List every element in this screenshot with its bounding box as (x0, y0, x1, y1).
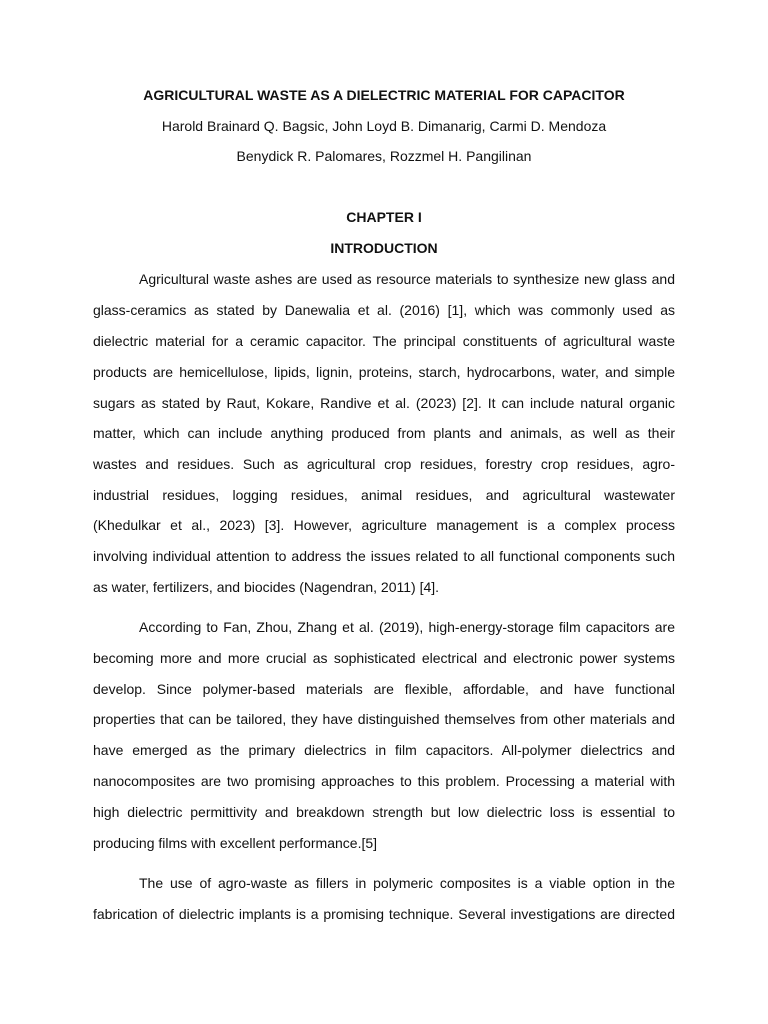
document-title: AGRICULTURAL WASTE AS A DIELECTRIC MATERIAL FOR CAPACITOR (143, 87, 625, 103)
paragraph-2-line: producing films with excellent performance.[5] (93, 835, 378, 851)
paragraph-1-line: matter, which can include anything produced from plants and animals, as well as their (93, 425, 675, 441)
paragraph-2-line: becoming more and more crucial as sophisticated electrical and electronic power systems (93, 650, 675, 666)
paragraph-1-line: wastes and residues. Such as agricultural crop residues, forestry crop residues, agro- (93, 456, 675, 472)
paragraph-2-line: nanocomposites are two promising approaches to this problem. Processing a material with (93, 773, 675, 789)
paragraph-1-line: Agricultural waste ashes are used as resource materials to synthesize new glass and (139, 271, 675, 287)
paragraph-1-line: as water, fertilizers, and biocides (Nagendran, 2011) [4]. (93, 579, 440, 595)
paragraph-1-line: dielectric material for a ceramic capacitor. The principal constituents of agricultural waste (93, 333, 675, 349)
paragraph-3-line: The use of agro-waste as fillers in polymeric composites is a viable option in the (139, 875, 675, 891)
paragraph-1-line: involving individual attention to address the issues related to all functional components such (93, 548, 675, 564)
section-heading: INTRODUCTION (330, 240, 438, 256)
paragraph-1-line: products are hemicellulose, lipids, lignin, proteins, starch, hydrocarbons, water, and simple (93, 364, 675, 380)
paragraph-1-line: (Khedulkar et al., 2023) [3]. However, agriculture management is a complex process (93, 517, 675, 533)
paragraph-1-line: glass-ceramics as stated by Danewalia et al. (2016) [1], which was commonly used as (93, 302, 675, 318)
chapter-heading: CHAPTER I (346, 209, 422, 225)
paragraph-2-line: According to Fan, Zhou, Zhang et al. (2019), high-energy-storage film capacitors are (139, 619, 675, 635)
paragraph-2-line: have emerged as the primary dielectrics in film capacitors. All-polymer dielectrics and (93, 742, 675, 758)
paragraph-1-line: industrial residues, logging residues, animal residues, and agricultural wastewater (93, 487, 675, 503)
paragraph-2-line: develop. Since polymer-based materials are flexible, affordable, and have functional (93, 681, 675, 697)
paragraph-1-line: sugars as stated by Raut, Kokare, Randive et al. (2023) [2]. It can include natural organic (93, 395, 675, 411)
authors-line-2: Benydick R. Palomares, Rozzmel H. Pangilinan (236, 148, 532, 164)
authors-line-1: Harold Brainard Q. Bagsic, John Loyd B. Dimanarig, Carmi D. Mendoza (161, 118, 607, 134)
paragraph-3-line: fabrication of dielectric implants is a promising technique. Several investigations are directed (93, 906, 675, 922)
paragraph-2-line: properties that can be tailored, they have distinguished themselves from other materials and (93, 711, 675, 727)
paragraph-2-line: high dielectric permittivity and breakdown strength but low dielectric loss is essential to (93, 804, 675, 820)
